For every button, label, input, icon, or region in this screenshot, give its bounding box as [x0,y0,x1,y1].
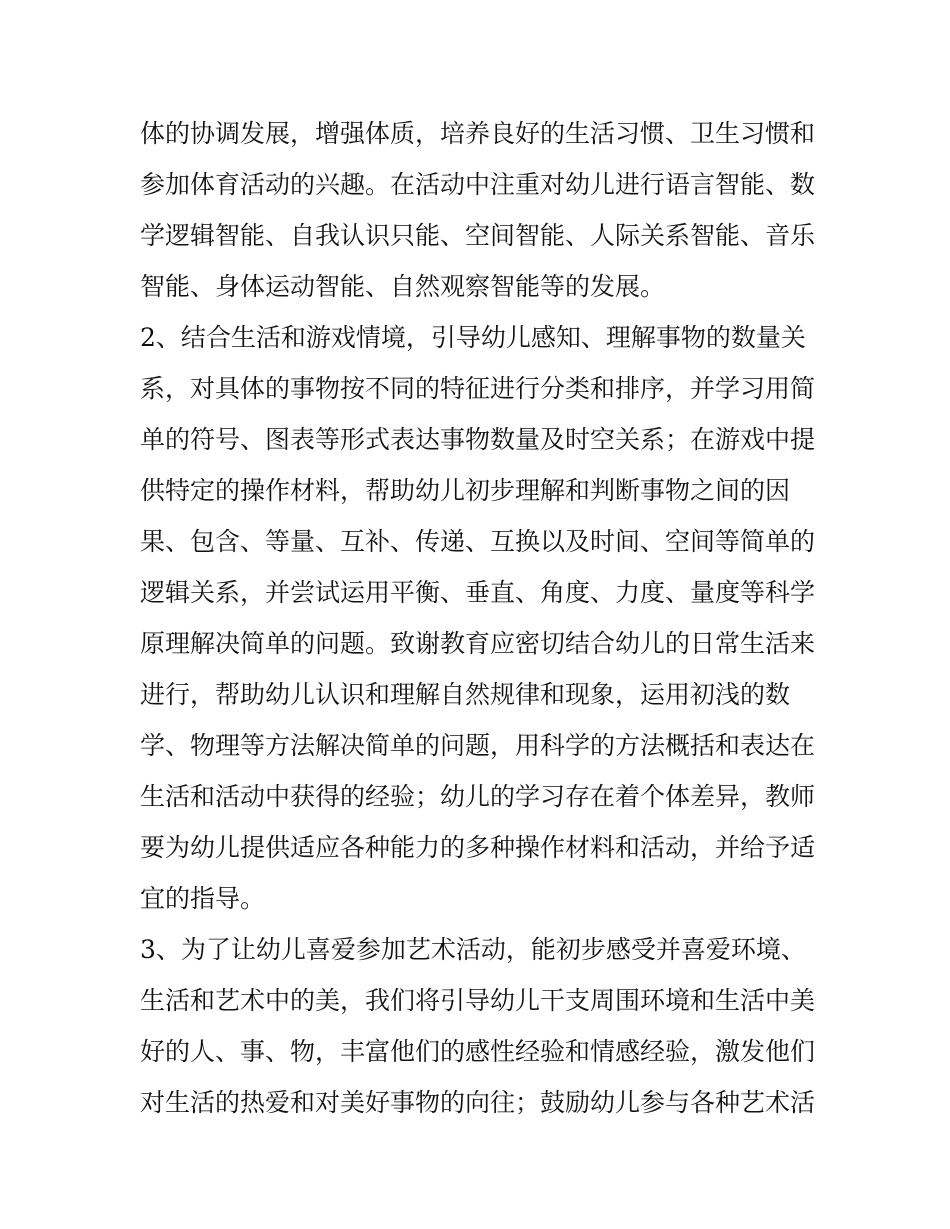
text-line: 生活和艺术中的美，我们将引导幼儿干支周围环境和生活中美 [140,986,816,1015]
text-line: 3、为了让幼儿喜爱参加艺术活动，能初步感受并喜爱环境、 [140,935,806,964]
text-line: 生活和活动中获得的经验；幼儿的学习存在着个体差异，教师 [140,782,816,811]
text-line: 原理解决简单的问题。致谢教育应密切结合幼儿的日常生活来 [140,629,816,658]
text-line: 要为幼儿提供适应各种能力的多种操作材料和活动，并给予适 [140,833,816,862]
text-line: 2、结合生活和游戏情境，引导幼儿感知、理解事物的数量关 [140,323,806,352]
text-line: 逻辑关系，并尝试运用平衡、垂直、角度、力度、量度等科学 [140,578,816,607]
text-line: 体的协调发展，增强体质，培养良好的生活习惯、卫生习惯和 [140,119,816,148]
text-line: 系，对具体的事物按不同的特征进行分类和排序，并学习用简 [140,374,816,403]
text-line: 学、物理等方法解决简单的问题，用科学的方法概括和表达在 [140,731,816,760]
text-line: 对生活的热爱和对美好事物的向往；鼓励幼儿参与各种艺术活 [140,1088,816,1117]
text-line: 果、包含、等量、互补、传递、互换以及时间、空间等简单的 [140,527,816,556]
text-line: 学逻辑智能、自我认识只能、空间智能、人际关系智能、音乐 [140,221,816,250]
text-line: 宜的指导。 [140,884,266,913]
text-line: 好的人、事、物，丰富他们的感性经验和情感经验，激发他们 [140,1037,816,1066]
text-line: 参加体育活动的兴趣。在活动中注重对幼儿进行语言智能、数 [140,170,816,199]
text-line: 进行，帮助幼儿认识和理解自然规律和现象，运用初浅的数 [140,680,791,709]
text-line: 智能、身体运动智能、自然观察智能等的发展。 [140,272,666,301]
body-text [140,108,820,1128]
text-line: 供特定的操作材料，帮助幼儿初步理解和判断事物之间的因 [140,476,791,505]
text-line: 单的符号、图表等形式表达事物数量及时空关系；在游戏中提 [140,425,816,454]
